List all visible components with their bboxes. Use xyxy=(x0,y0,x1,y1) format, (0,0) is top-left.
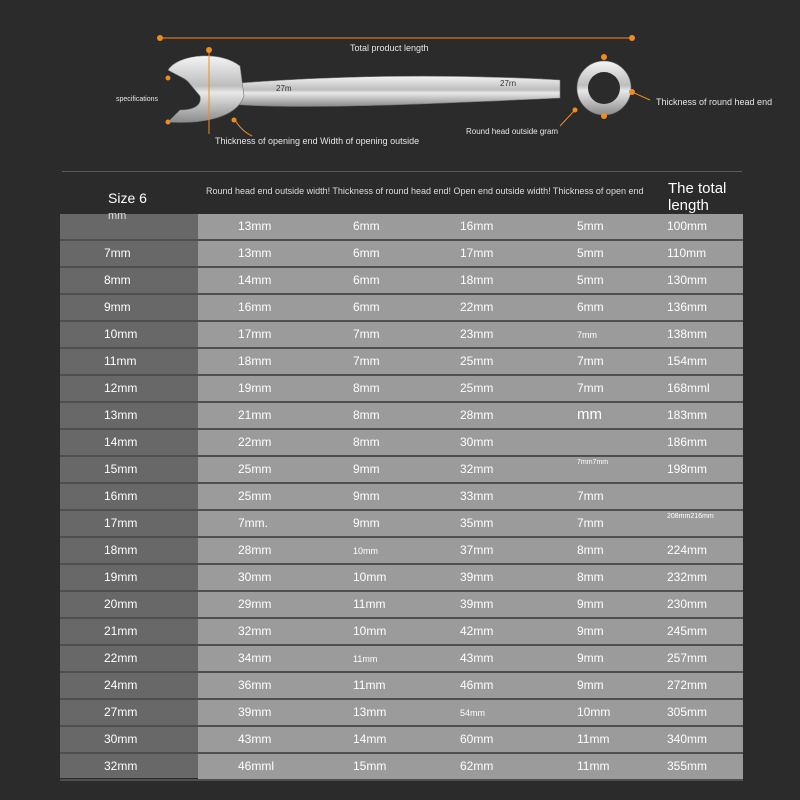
table-row xyxy=(60,511,743,538)
table-row xyxy=(60,322,743,349)
round-thickness-cell: 9mm xyxy=(353,462,380,476)
table-row xyxy=(60,457,743,484)
open-thickness-cell: 10mm xyxy=(577,705,611,719)
open-thickness-cell: 5mm xyxy=(577,219,604,233)
round-width-cell: 22mm xyxy=(238,435,272,449)
size-mark-left: 27m xyxy=(276,84,292,93)
total-length-cell: 130mm xyxy=(667,273,708,287)
table-row xyxy=(60,565,743,592)
round-thickness-cell: 6mm xyxy=(353,246,380,260)
open-width-cell: 22mm xyxy=(460,300,494,314)
total-length-cell: 208mm216mm xyxy=(667,513,714,520)
table-row xyxy=(60,538,743,565)
total-length-cell: 154mm xyxy=(667,354,708,368)
table-header xyxy=(62,172,742,214)
total-length-cell: 355mm xyxy=(667,759,708,773)
total-length-cell: 245mm xyxy=(667,624,708,638)
open-width-cell: 39mm xyxy=(460,597,494,611)
size-mark-right: 27rn xyxy=(500,79,517,88)
table-row xyxy=(60,214,743,241)
round-thickness-cell: 6mm xyxy=(353,273,380,287)
specifications-label: specifications xyxy=(116,96,159,103)
size-cell: 14mm xyxy=(104,435,138,449)
table-row xyxy=(60,403,743,430)
total-length-cell: 136mm xyxy=(667,300,708,314)
open-thickness-cell: 7mm xyxy=(577,354,604,368)
open-width-cell: 37mm xyxy=(460,543,494,557)
open-thickness-cell: 9mm xyxy=(577,678,604,692)
size-header: Size 6 xyxy=(108,190,147,206)
size-cell: 27mm xyxy=(104,705,138,719)
total-length-cell: 224mm xyxy=(667,543,708,557)
open-width-cell: 17mm xyxy=(460,246,494,260)
total-length-cell: 230mm xyxy=(667,597,708,611)
open-thickness-cell: 8mm xyxy=(577,543,604,557)
round-thickness-cell: 7mm xyxy=(353,327,380,341)
open-width-cell: 28mm xyxy=(460,408,494,422)
open-width-cell: 25mm xyxy=(460,354,494,368)
round-width-cell: 32mm xyxy=(238,624,272,638)
total-length-cell: 305mm xyxy=(667,705,708,719)
wrench-diagram xyxy=(0,0,800,165)
round-thickness-cell: 11mm xyxy=(353,597,386,611)
round-head-outside-label: Round head outside gram xyxy=(466,127,559,136)
round-thickness-cell: 11mm xyxy=(353,678,386,692)
table-row xyxy=(60,376,743,403)
round-thickness-cell: 9mm xyxy=(353,489,380,503)
size-cell: 9mm xyxy=(104,300,131,314)
size-unit: mm xyxy=(108,210,127,222)
size-cell: 18mm xyxy=(104,543,138,557)
table-row xyxy=(60,268,743,295)
round-width-cell: 14mm xyxy=(238,273,272,287)
total-length-cell: 272mm xyxy=(667,678,708,692)
size-cell: 22mm xyxy=(104,651,138,665)
open-width-cell: 23mm xyxy=(460,327,494,341)
size-cell: 19mm xyxy=(104,570,138,584)
open-thickness-cell: 6mm xyxy=(577,300,604,314)
round-width-cell: 21mm xyxy=(238,408,272,422)
round-width-cell: 34mm xyxy=(238,651,272,665)
round-width-cell: 18mm xyxy=(238,354,272,368)
round-head-thickness-label: Thickness of round head end xyxy=(656,97,773,107)
open-thickness-cell: 7mm xyxy=(577,489,604,503)
total-length-cell: 183mm xyxy=(667,408,708,422)
round-width-cell: 19mm xyxy=(238,381,272,395)
total-length-header: The total length xyxy=(668,180,727,214)
row-separator xyxy=(60,779,743,781)
round-thickness-cell: 8mm xyxy=(353,381,380,395)
round-width-cell: 17mm xyxy=(238,327,272,341)
round-width-cell: 39mm xyxy=(238,705,272,719)
open-width-cell: 18mm xyxy=(460,273,494,287)
round-width-cell: 13mm xyxy=(238,219,272,233)
round-thickness-cell: 6mm xyxy=(353,300,380,314)
open-thickness-cell: 7mm7mm xyxy=(577,459,609,466)
round-width-cell: 43mm xyxy=(238,732,272,746)
open-thickness-cell: 7mm xyxy=(577,516,604,530)
open-thickness-cell: 5mm xyxy=(577,273,604,287)
open-width-cell: 62mm xyxy=(460,759,494,773)
size-cell: 21mm xyxy=(104,624,138,638)
round-thickness-cell: 10mm xyxy=(353,624,387,638)
open-width-cell: 16mm xyxy=(460,219,494,233)
size-cell: 8mm xyxy=(104,273,131,287)
size-cell: 20mm xyxy=(104,597,138,611)
open-thickness-cell: 11mm xyxy=(577,759,610,773)
round-thickness-cell: 14mm xyxy=(353,732,387,746)
columns-header: Round head end outside width! Thickness of round head end! Open end outside width! Thickness of open end xyxy=(206,186,644,196)
open-width-cell: 35mm xyxy=(460,516,494,530)
table-row xyxy=(60,349,743,376)
round-thickness-cell: 8mm xyxy=(353,435,380,449)
open-thickness-cell: 9mm xyxy=(577,651,604,665)
round-thickness-cell: 11mm xyxy=(353,654,378,664)
table-row xyxy=(60,295,743,322)
open-width-cell: 54mm xyxy=(460,708,486,718)
round-width-cell: 30mm xyxy=(238,570,272,584)
table-row xyxy=(60,241,743,268)
size-cell: 32mm xyxy=(104,759,138,773)
open-width-cell: 32mm xyxy=(460,462,494,476)
open-width-cell: 46mm xyxy=(460,678,494,692)
open-width-cell: 43mm xyxy=(460,651,494,665)
round-thickness-cell: 15mm xyxy=(353,759,387,773)
round-thickness-cell: 8mm xyxy=(353,408,380,422)
total-length-cell: 340mm xyxy=(667,732,708,746)
total-length-cell: 198mm xyxy=(667,462,708,476)
table-row xyxy=(60,619,743,646)
round-width-cell: 13mm xyxy=(238,246,272,260)
size-cell: 11mm xyxy=(104,354,137,368)
open-thickness-cell: 7mm xyxy=(577,381,604,395)
round-thickness-cell: 7mm xyxy=(353,354,380,368)
round-thickness-cell: 9mm xyxy=(353,516,380,530)
opening-end-label: Thickness of opening end Width of opening outside xyxy=(215,136,420,146)
open-thickness-cell: 7mm xyxy=(577,330,597,340)
round-thickness-cell: 10mm xyxy=(353,546,379,556)
table-row xyxy=(60,430,743,457)
table-row xyxy=(60,592,743,619)
total-length-cell: 232mm xyxy=(667,570,708,584)
size-cell: 7mm xyxy=(104,246,131,260)
table-row xyxy=(60,673,743,700)
total-length-cell: 110mm xyxy=(667,246,707,260)
round-width-cell: 36mm xyxy=(238,678,272,692)
total-length-label: Total product length xyxy=(350,43,429,53)
open-width-cell: 42mm xyxy=(460,624,494,638)
open-thickness-cell: mm xyxy=(577,406,602,423)
table-row xyxy=(60,646,743,673)
total-length-cell: 168mml xyxy=(667,381,710,395)
round-thickness-cell: 13mm xyxy=(353,705,387,719)
round-thickness-cell: 10mm xyxy=(353,570,387,584)
open-thickness-cell: 5mm xyxy=(577,246,604,260)
size-cell: 17mm xyxy=(104,516,138,530)
table-row xyxy=(60,700,743,727)
total-length-cell: 138mm xyxy=(667,327,708,341)
size-cell: 15mm xyxy=(104,462,138,476)
round-width-cell: 16mm xyxy=(238,300,272,314)
open-thickness-cell: 9mm xyxy=(577,624,604,638)
open-thickness-cell: 11mm xyxy=(577,732,610,746)
size-cell: 30mm xyxy=(104,732,138,746)
size-cell: 10mm xyxy=(104,327,138,341)
round-width-cell: 29mm xyxy=(238,597,272,611)
open-width-cell: 33mm xyxy=(460,489,494,503)
table-row xyxy=(60,484,743,511)
size-cell: 24mm xyxy=(104,678,138,692)
round-thickness-cell: 6mm xyxy=(353,219,380,233)
size-cell: 16mm xyxy=(104,489,138,503)
open-width-cell: 39mm xyxy=(460,570,494,584)
size-cell: 12mm xyxy=(104,381,138,395)
size-table xyxy=(60,210,743,778)
open-width-cell: 25mm xyxy=(460,381,494,395)
total-length-cell: 257mm xyxy=(667,651,708,665)
round-width-cell: 7mm. xyxy=(238,516,268,530)
round-width-cell: 46mml xyxy=(238,759,275,773)
round-width-cell: 28mm xyxy=(238,543,272,557)
total-length-cell: 186mm xyxy=(667,435,708,449)
round-width-cell: 25mm xyxy=(238,489,272,503)
open-width-cell: 30mm xyxy=(460,435,494,449)
size-cell: 13mm xyxy=(104,408,138,422)
table-row xyxy=(60,754,743,781)
open-width-cell: 60mm xyxy=(460,732,494,746)
open-thickness-cell: 9mm xyxy=(577,597,604,611)
table-row xyxy=(60,727,743,754)
open-thickness-cell: 8mm xyxy=(577,570,604,584)
total-length-cell: 100mm xyxy=(667,219,708,233)
round-width-cell: 25mm xyxy=(238,462,272,476)
